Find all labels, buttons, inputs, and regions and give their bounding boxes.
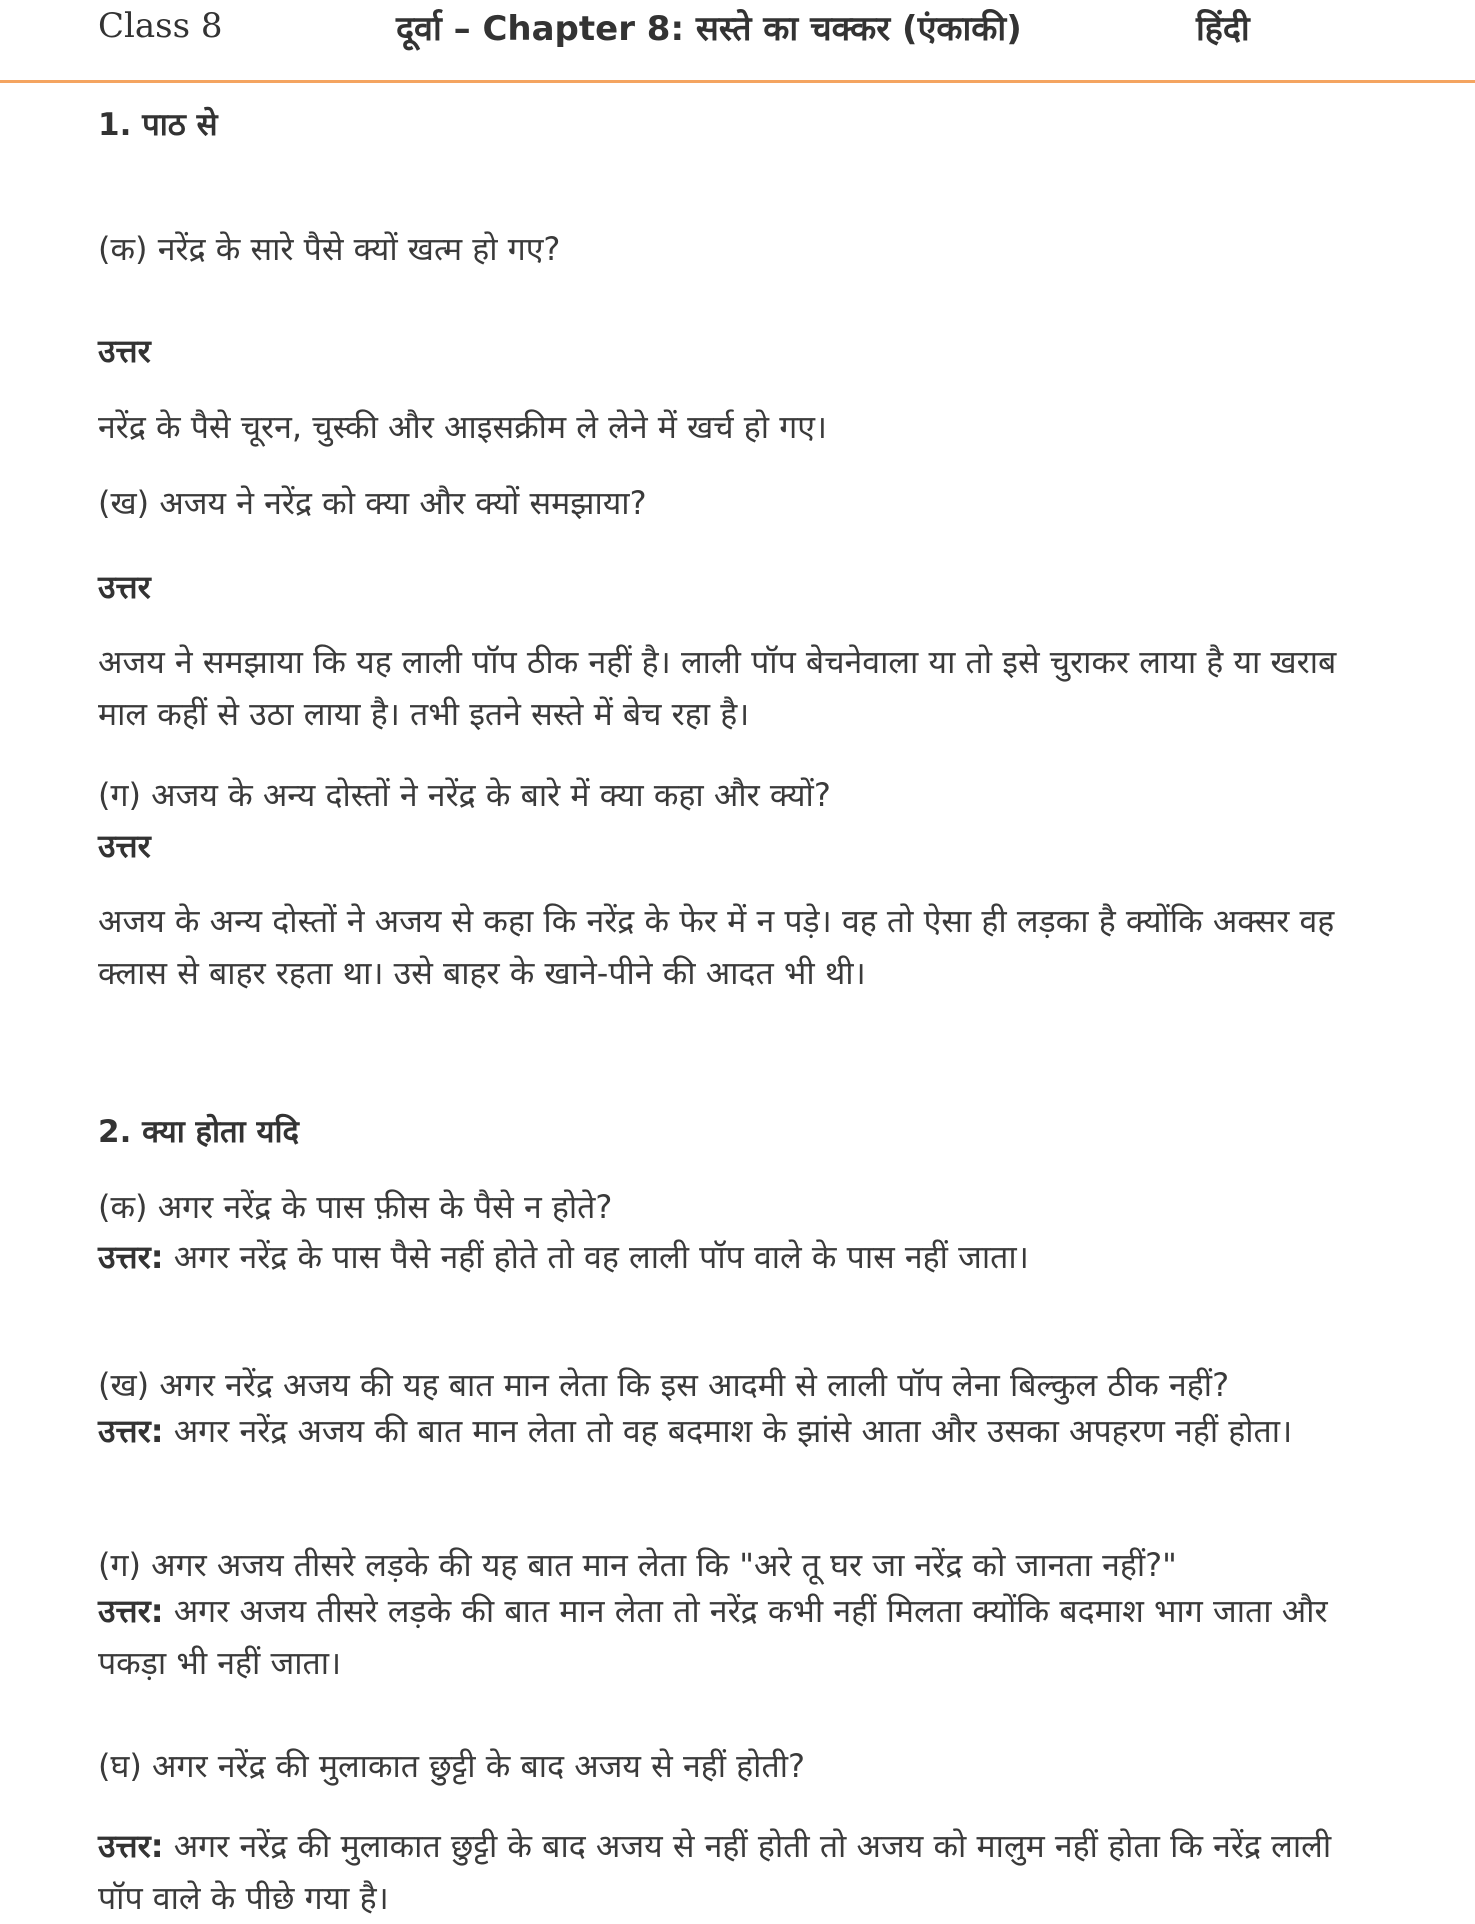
answer-label: उत्तर:	[98, 1238, 164, 1276]
answer-text: अगर अजय तीसरे लड़के की बात मान लेता तो नरेंद्र कभी नहीं मिलता क्योंकि बदमाश भाग जाता और पकड़ा भी नहीं जाता।	[98, 1592, 1328, 1682]
answer-text: अगर नरेंद्र के पास पैसे नहीं होते तो वह लाली पॉप वाले के पास नहीं जाता।	[163, 1238, 1029, 1276]
section-1-question-ga: (ग) अजय के अन्य दोस्तों ने नरेंद्र के बारे में क्या कहा और क्यों?	[98, 776, 831, 814]
section-2-question-ka: (क) अगर नरेंद्र के पास फ़ीस के पैसे न होते?	[98, 1188, 613, 1226]
subject-label: हिंदी	[1196, 9, 1250, 49]
section-1-answer-kha-label: उत्तर	[98, 568, 151, 606]
section-1-answer-ka: नरेंद्र के पैसे चूरन, चुस्की और आइसक्रीम ले लेने में खर्च हो गए।	[98, 408, 828, 446]
section-2-answer-kha	[98, 1405, 1358, 1457]
section-1-answer-ga: अजय के अन्य दोस्तों ने अजय से कहा कि नरेंद्र के फेर में न पड़े। वह तो ऐसा ही लड़का है क्योंकि अक्सर वह क्लास से बाहर रहता था। उसे बाहर के खाने-पीने की आदत भी थी।	[98, 902, 1335, 992]
section-2-question-kha: (ख) अगर नरेंद्र अजय की यह बात मान लेता कि इस आदमी से लाली पॉप लेना बिल्कुल ठीक नहीं?	[98, 1366, 1230, 1404]
page-header	[0, 0, 1475, 83]
section-2-question-gha: (घ) अगर नरेंद्र की मुलाकात छुट्टी के बाद अजय से नहीं होती?	[98, 1747, 805, 1785]
section-1-answer-ga-label: उत्तर	[98, 827, 151, 865]
section-1-question-kha: (ख) अजय ने नरेंद्र को क्या और क्यों समझाया?	[98, 484, 647, 522]
section-2-answer-ka	[98, 1235, 1029, 1278]
answer-label: उत्तर:	[98, 1827, 164, 1865]
section-1-answer-ka-label: उत्तर	[98, 332, 151, 370]
section-2-answer-gha	[98, 1820, 1358, 1924]
section-2-heading: 2. क्या होता यदि	[98, 1114, 299, 1150]
answer-text: अगर नरेंद्र अजय की बात मान लेता तो वह बदमाश के झांसे आता और उसका अपहरण नहीं होता।	[163, 1412, 1293, 1450]
section-1-answer-kha: अजय ने समझाया कि यह लाली पॉप ठीक नहीं है। लाली पॉप बेचनेवाला या तो इसे चुराकर लाया है या खराब माल कहीं से उठा लाया है। तभी इतने सस्ते में बेच रहा है।	[98, 643, 1337, 733]
section-2-answer-ga	[98, 1585, 1358, 1689]
section-1-question-ka: (क) नरेंद्र के सारे पैसे क्यों खत्म हो गए?	[98, 230, 561, 268]
section-1-heading: 1. पाठ से	[98, 107, 218, 143]
answer-text: अगर नरेंद्र की मुलाकात छुट्टी के बाद अजय से नहीं होती तो अजय को मालुम नहीं होता कि नरेंद्र लाली पॉप वाले के पीछे गया है।	[98, 1827, 1332, 1917]
section-2-question-ga: (ग) अगर अजय तीसरे लड़के की यह बात मान लेता कि "अरे तू घर जा नरेंद्र को जानता नहीं?"	[98, 1546, 1177, 1584]
class-label: Class 8	[98, 6, 223, 46]
answer-label: उत्तर:	[98, 1592, 164, 1630]
chapter-title: दूर्वा – Chapter 8: सस्ते का चक्कर (एंकाकी)	[396, 9, 1022, 49]
answer-label: उत्तर:	[98, 1412, 164, 1450]
